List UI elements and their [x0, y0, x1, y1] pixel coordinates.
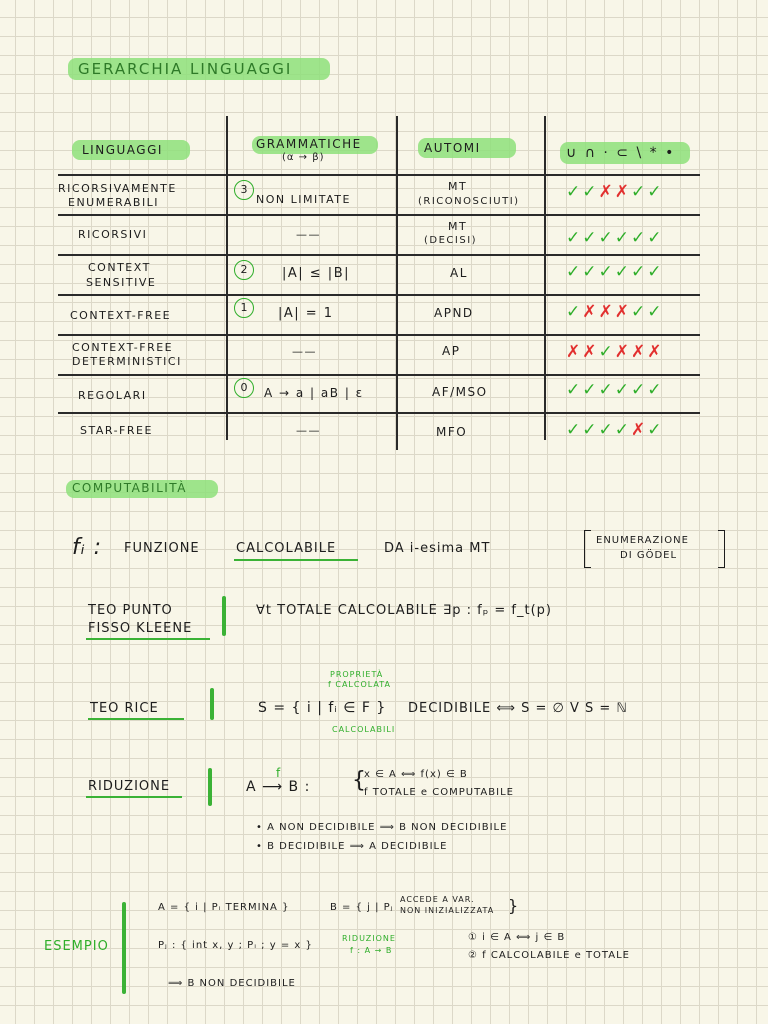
godel-line1: ENUMERAZIONE: [596, 535, 689, 546]
underline-kleene: [86, 638, 210, 640]
row-closure-checks: [566, 262, 664, 282]
green-bar: [222, 596, 226, 636]
fi-calcolabile: CALCOLABILE: [236, 541, 337, 556]
cross-icon: ✗: [614, 342, 631, 362]
check-icon: ✓: [647, 302, 664, 322]
row-closure-checks: [566, 380, 664, 400]
table-rule-4: [58, 294, 700, 296]
row-grammar: ——: [296, 228, 321, 241]
check-icon: ✓: [631, 262, 648, 282]
row-automa-2: (DECISI): [424, 235, 478, 246]
grammar-type-circle: 2: [234, 260, 254, 280]
underline-riduzione: [86, 796, 182, 798]
row-automa: AF/MSO: [432, 385, 488, 399]
cross-icon: ✗: [631, 342, 648, 362]
row-lang-2: SENSITIVE: [86, 276, 157, 289]
green-bar: [208, 768, 212, 806]
check-icon: ✓: [647, 380, 664, 400]
check-icon: ✓: [631, 380, 648, 400]
section-title-gerarchia: GERARCHIA LINGUAGGI: [78, 60, 293, 78]
grammar-type-circle: 1: [234, 298, 254, 318]
check-icon: ✓: [582, 228, 599, 248]
reduction-map: A ⟶ B :: [246, 779, 311, 795]
cross-icon: ✗: [598, 182, 615, 202]
check-icon: ✓: [614, 228, 631, 248]
table-rule-1: [58, 174, 700, 176]
kleene-formula: ∀t TOTALE CALCOLABILE ∃p : fₚ = f_t(p): [256, 603, 552, 618]
check-icon: ✓: [598, 380, 615, 400]
row-automa: MT: [448, 180, 468, 193]
row-automa: AP: [442, 344, 461, 358]
example-set-B: B = { j | Pⱼ: [330, 902, 394, 913]
green-bar: [122, 902, 126, 994]
rice-label: TEO RICE: [90, 701, 159, 716]
row-lang: RICORSIVAMENTE: [58, 182, 177, 195]
header-operations: ∪ ∩ ⋅ ⊂ \ * •: [566, 145, 676, 161]
bracket-right: [718, 530, 725, 568]
check-icon: ✓: [566, 262, 583, 282]
row-closure-checks: [566, 302, 664, 322]
row-automa-2: (RICONOSCIUTI): [418, 196, 520, 207]
check-icon: ✓: [631, 302, 648, 322]
cross-icon: ✗: [614, 182, 631, 202]
cross-icon: ✗: [582, 302, 599, 322]
reduction-cond-2: f TOTALE e COMPUTABILE: [364, 787, 514, 798]
reduction-bullet-1: • A NON DECIDIBILE ⟹ B NON DECIDIBILE: [256, 822, 508, 833]
check-icon: ✓: [582, 182, 599, 202]
section-title-computabilita: COMPUTABILITÀ: [72, 481, 187, 495]
row-lang: CONTEXT: [88, 261, 151, 274]
row-closure-checks: [566, 342, 664, 362]
underline-rice: [88, 718, 184, 720]
table-divider-v3: [544, 116, 546, 440]
check-icon: ✓: [598, 420, 615, 440]
table-rule-6: [58, 374, 700, 376]
example-condition-2: ② f CALCOLABILE e TOTALE: [468, 950, 630, 961]
underline-calcolabile: [234, 559, 358, 561]
check-icon: ✓: [631, 182, 648, 202]
check-icon: ✓: [614, 420, 631, 440]
table-divider-v2: [396, 116, 398, 450]
bracket-left: [584, 530, 591, 568]
check-icon: ✓: [598, 342, 615, 362]
row-grammar: ——: [296, 424, 321, 437]
esempio-label: ESEMPIO: [44, 939, 109, 954]
brace: {: [352, 768, 366, 793]
example-conclusion: ⟹ B NON DECIDIBILE: [168, 978, 296, 989]
example-program: Pⱼ : { int x, y ; Pᵢ ; y = x }: [158, 940, 313, 951]
table-divider-v1: [226, 116, 228, 440]
grammar-type-circle: 0: [234, 378, 254, 398]
check-icon: ✓: [598, 262, 615, 282]
row-grammar: A → a | aB | ε: [264, 386, 364, 400]
check-icon: ✓: [614, 380, 631, 400]
row-closure-checks: [566, 420, 664, 440]
godel-line2: DI GÖDEL: [620, 550, 678, 561]
table-rule-2: [58, 214, 700, 216]
row-lang: STAR-FREE: [80, 424, 153, 437]
rice-note-bottom: CALCOLABILI: [332, 725, 396, 734]
reduction-f: f: [276, 766, 282, 780]
rice-note-top-2: f CALCOLATA: [328, 680, 391, 689]
example-set-A: A = { i | Pᵢ TERMINA }: [158, 902, 290, 913]
cross-icon: ✗: [614, 302, 631, 322]
example-condition-1: ① i ∈ A ⟺ j ∈ B: [468, 932, 566, 943]
fi-symbol: fᵢ :: [72, 535, 103, 560]
check-icon: ✓: [566, 228, 583, 248]
green-bar: [210, 688, 214, 720]
example-set-B-note-1: ACCEDE A VAR.: [400, 895, 475, 904]
check-icon: ✓: [647, 420, 664, 440]
fi-rest: DA i-esima MT: [384, 541, 491, 556]
row-automa: MFO: [436, 425, 468, 439]
grammar-type-circle: 3: [234, 180, 254, 200]
row-grammar: ——: [292, 345, 317, 358]
header-grammatiche-sub: (α → β): [282, 152, 325, 163]
cross-icon: ✗: [566, 342, 583, 362]
example-set-B-note-2: NON INIZIALIZZATA: [400, 906, 495, 915]
reduction-cond-1: x ∈ A ⟺ f(x) ∈ B: [364, 769, 468, 780]
row-grammar: |Α| ≤ |Β|: [282, 266, 350, 281]
check-icon: ✓: [582, 262, 599, 282]
check-icon: ✓: [566, 182, 583, 202]
table-rule-3: [58, 254, 700, 256]
row-automa: AL: [450, 266, 468, 280]
row-closure-checks: [566, 228, 664, 248]
check-icon: ✓: [582, 420, 599, 440]
row-automa: APND: [434, 306, 474, 320]
riduzione-label: RIDUZIONE: [88, 779, 171, 794]
kleene-label-2: FISSO KLEENE: [88, 621, 193, 636]
check-icon: ✓: [647, 262, 664, 282]
example-riduzione-2: f : A → B: [350, 946, 393, 955]
table-rule-5: [58, 334, 700, 336]
row-automa: MT: [448, 220, 468, 233]
cross-icon: ✗: [647, 342, 664, 362]
row-grammar: |Α| = 1: [278, 306, 334, 321]
cross-icon: ✗: [582, 342, 599, 362]
check-icon: ✓: [631, 228, 648, 248]
row-lang: CONTEXT-FREE: [70, 309, 172, 322]
check-icon: ✓: [566, 380, 583, 400]
rice-note-top-1: PROPRIETÀ: [330, 670, 384, 679]
check-icon: ✓: [566, 420, 583, 440]
row-grammar: NON LIMITATE: [256, 193, 351, 206]
rice-formula: S = { i | fᵢ ∈ F }: [258, 700, 387, 716]
table-rule-7: [58, 412, 700, 414]
header-grammatiche: GRAMMATICHE: [256, 137, 362, 151]
row-lang-2: ENUMERABILI: [68, 196, 160, 209]
header-automi: AUTOMI: [424, 141, 481, 155]
row-lang: REGOLARI: [78, 389, 147, 402]
example-riduzione-1: RIDUZIONE: [342, 934, 396, 943]
reduction-bullet-2: • B DECIDIBILE ⟹ A DECIDIBILE: [256, 841, 448, 852]
row-lang-2: DETERMINISTICI: [72, 355, 182, 368]
check-icon: ✓: [647, 228, 664, 248]
cross-icon: ✗: [598, 302, 615, 322]
row-lang: CONTEXT-FREE: [72, 341, 174, 354]
check-icon: ✓: [598, 228, 615, 248]
rice-rest: DECIDIBILE ⟺ S = ∅ V S = ℕ: [408, 701, 628, 716]
row-lang: RICORSIVI: [78, 228, 148, 241]
check-icon: ✓: [614, 262, 631, 282]
header-linguaggi: LINGUAGGI: [82, 143, 163, 157]
row-closure-checks: [566, 182, 664, 202]
kleene-label-1: TEO PUNTO: [88, 603, 173, 618]
check-icon: ✓: [582, 380, 599, 400]
check-icon: ✓: [566, 302, 583, 322]
brace-close: }: [508, 896, 519, 915]
check-icon: ✓: [647, 182, 664, 202]
cross-icon: ✗: [631, 420, 648, 440]
fi-funzione: FUNZIONE: [124, 541, 200, 556]
